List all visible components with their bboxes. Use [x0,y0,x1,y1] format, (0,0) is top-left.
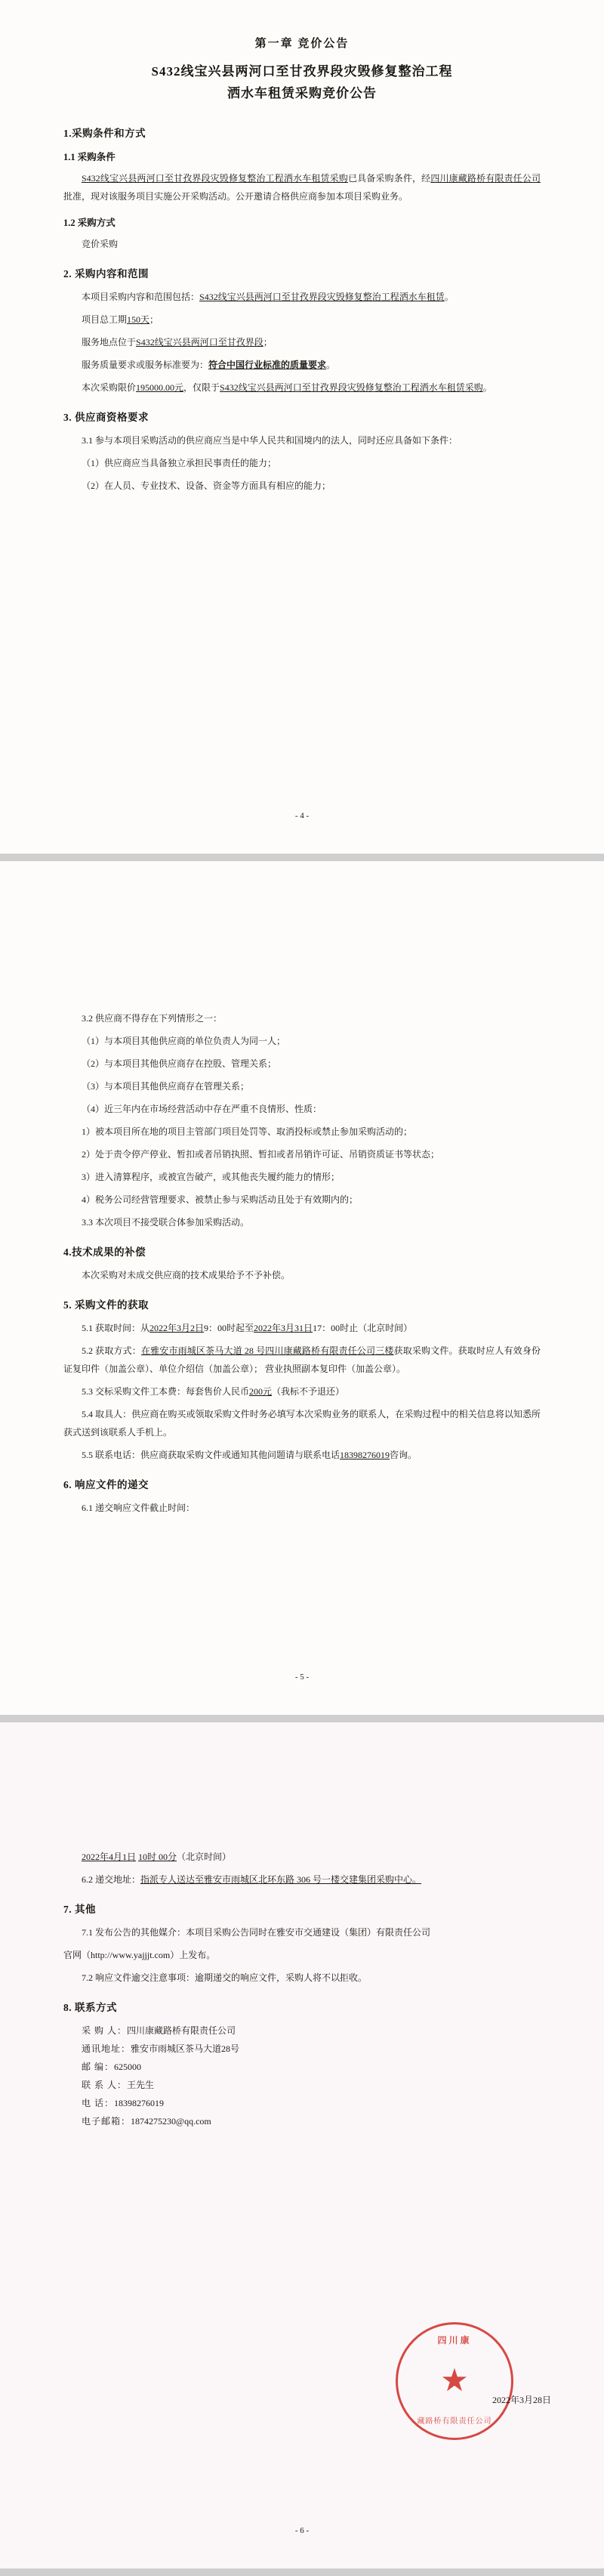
section-4-body: 本次采购对未成交供应商的技术成果给予不予补偿。 [82,1270,291,1280]
section-1-heading: 1.采购条件和方式 [63,127,146,139]
contact-value-address: 雅安市雨城区茶马大道28号 [131,2043,240,2054]
contact-label-purchaser: 采 购 人： [82,2025,128,2036]
acquire-time-label: 5.1 获取时间：从 [82,1323,150,1333]
section-7-1-url-line [63,1946,541,1964]
section-3-2-item-4-1: 1）被本项目所在地的项目主管部门项目处罚等、取消投标或禁止参加采购活动的； [82,1126,413,1137]
location-period: ； [263,336,273,347]
submission-deadline [63,1848,541,1866]
deadline-time: 10时 00分 [138,1852,177,1862]
section-4-heading: 4.技术成果的补偿 [63,1246,146,1258]
budget-label: 本次采购限价 [82,381,137,393]
contact-phone-suffix: 咨询。 [390,1450,418,1460]
page-title [63,61,541,105]
section-3-heading: 3. 供应商资格要求 [63,411,149,423]
budget-text-c: ，仅限于 [183,381,220,393]
contact-label-postcode: 邮 编： [82,2062,115,2072]
section-5-3 [63,1382,541,1401]
page-number-2: - 5 - [294,1673,310,1682]
section-2-location [63,333,541,351]
acquire-end-date: 2022年3月31日 [254,1323,313,1333]
contact-phone-value: 18398276019 [340,1450,390,1460]
section-5-4: 5.4 取具人：供应商在购买或领取采购文件时务必填写本次采购业务的联系人，在采购过程中的相关信息将以知悉所获式送到该联系人手机上。 [63,1409,541,1438]
scope-period: 。 [444,291,454,302]
section-2-quality [63,356,541,374]
budget-value: 195000.00元 [136,381,184,393]
section-2-heading: 2. 采购内容和范围 [63,267,149,280]
seal-bottom-text: 藏路桥有限责任公司 [417,2417,492,2426]
section-1-1-body [63,169,541,205]
contact-label-email: 电子邮箱： [82,2116,131,2127]
section-3-2-item-4-3: 3）进入清算程序，或被宣告破产，或其他丧失履约能力的情形； [82,1172,341,1182]
section-1-1-text-d: 批准，现对该服务项目实施公开采购活动。公开邀请合格供应商参加本项目采购业务。 [63,190,408,202]
project-name-inline: S432线宝兴县两河口至甘孜界段灾毁修复整治工程洒水车租赁采购 [82,172,348,184]
seal-top-text: 四川康 [437,2335,472,2346]
page-3-top-margin [63,1757,541,1848]
section-2-scope [63,288,541,306]
document-page-3 [0,1722,604,2568]
quality-period: 。 [326,359,336,370]
doc-fee-label: 5.3 交标采购文件工本费：每套售价人民币 [82,1386,250,1397]
star-icon: ★ [440,2364,469,2398]
section-7-heading: 7. 其他 [63,1904,96,1915]
section-3-1-item-1: （1）供应商应当具备独立承担民事责任的能力； [82,457,277,468]
scope-value: S432线宝兴县两河口至甘孜界段灾毁修复整治工程洒水车租赁 [199,291,445,302]
purchaser-inline: 四川康藏路桥有限责任公司 [430,172,541,184]
contact-label-address: 通讯地址： [82,2043,131,2054]
submission-address-label: 6.2 递交地址： [82,1874,141,1885]
acquire-start-date: 2022年3月2日 [149,1323,205,1333]
doc-fee-value: 200元 [249,1386,273,1397]
section-6-1: 6.1 递交响应文件截止时间： [82,1503,196,1513]
location-value: S432线宝兴县两河口至甘孜界段 [136,336,263,347]
section-3-2-intro: 3.2 供应商不得存在下列情形之一： [82,1013,223,1024]
acquire-method-label: 5.2 获取方式： [82,1345,141,1356]
section-7-2: 7.2 响应文件逾交注意事项：逾期递交的响应文件，采购人将不以拒收。 [82,1972,368,1983]
section-1-2-body: 竞价采购 [82,238,119,249]
quality-value: 符合中国行业标准的质量要求 [208,359,327,370]
scope-label: 本项目采购内容和范围包括： [82,291,200,302]
section-3-2-item-4-4: 4）税务公司经营管理要求、被禁止参与采购活动且处于有效期内的； [82,1194,359,1205]
section-3-3: 3.3 本次项目不接受联合体参加采购活动。 [82,1217,250,1228]
acquire-method-text: 获取采购文件。获取时应人有效身份证复印件（加盖公章）、单位介绍信（加盖公章）； 营业执照副本复印件（加盖公章）。 [63,1345,541,1374]
contact-value-purchaser: 四川康藏路桥有限责任公司 [127,2025,236,2036]
section-7-1 [63,1923,541,1941]
section-5-heading: 5. 采购文件的获取 [63,1299,149,1311]
media-text: 7.1 发布公告的其他媒介：本项目采购公告同时在雅安市交通建设（集团）有限责任公司 [82,1927,431,1938]
contact-row-postcode [63,2058,541,2076]
contact-value-email: 1874275230@qq.com [131,2116,211,2127]
quality-label: 服务质量要求或服务标准要为： [82,359,209,370]
location-label: 服务地点位于 [82,336,137,347]
duration-label: 项目总工期 [82,314,128,325]
acquire-address: 在雅安市雨城区茶马大道 28 号四川康藏路桥有限责任公司三楼 [140,1345,394,1356]
duration-value: 150天 [127,314,150,325]
deadline-date: 2022年4月1日 [82,1852,137,1862]
contact-row-email [63,2112,541,2130]
section-5-2 [63,1342,541,1378]
contact-row-purchaser [63,2022,541,2040]
contact-row-address [63,2040,541,2058]
section-3-1: 3.1 参与本项目采购活动的供应商应当是中华人民共和国境内的法人，同时还应具备如下条件： [82,434,458,446]
contact-value-phone: 18398276019 [114,2098,165,2108]
contact-label-person: 联 系 人： [82,2080,128,2090]
page-number-3: - 6 - [294,2526,310,2535]
page-number-1: - 4 - [294,811,310,820]
section-1-2-heading: 1.2 采购方式 [63,217,116,228]
acquire-start-time: 9：00时起至 [204,1323,254,1333]
document-page-1 [0,0,604,854]
doc-fee-note: （我标不予退还） [272,1386,345,1397]
contact-value-postcode: 625000 [114,2062,142,2072]
section-1-1-text-b: 已具备采购条件，经 [347,172,431,184]
budget-project: S432线宝兴县两河口至甘孜界段灾毁修复整治工程洒水车租赁采购 [220,381,483,393]
official-seal-stamp [396,2322,513,2440]
section-3-2-item-3: （3）与本项目其他供应商存在管理关系； [82,1081,250,1092]
contact-row-phone [63,2094,541,2112]
contact-phone-label: 5.5 联系电话：供应商获取采购文件或通知其他问题请与联系电话 [82,1450,341,1460]
signature-date: 2022年3月28日 [492,2395,551,2405]
section-3-2-item-4-2: 2）处于责令停产停业、暂扣或者吊销执照、暂扣或者吊销许可证、吊销资质证书等状态； [82,1149,440,1160]
document-page-2 [0,861,604,1715]
section-2-duration [63,310,541,329]
deadline-tz: （北京时间） [177,1852,232,1862]
section-5-5 [63,1446,541,1464]
duration-period: ； [149,314,159,325]
section-3-2-item-1: （1）与本项目其他供应商的单位负责人为同一人； [82,1036,286,1046]
page-title-line-1: S432线宝兴县两河口至甘孜界段灾毁修复整治工程 [151,64,453,79]
official-website: 官网（http://www.yajjjt.com）上发布。 [63,1950,216,1960]
section-3-1-item-2: （2）在人员、专业技术、设备、资金等方面具有相应的能力； [82,480,331,491]
section-1-1-heading: 1.1 采购条件 [63,151,116,162]
chapter-heading: 第一章 竞价公告 [254,38,350,50]
section-6-heading: 6. 响应文件的递交 [63,1479,149,1490]
budget-period: 。 [482,381,492,393]
submission-address-value: 指派专人送达至雅安市雨城区北环东路 306 号一楼交建集团采购中心。 [140,1874,422,1885]
section-6-2 [63,1870,541,1889]
page-title-line-2: 洒水车租赁采购竞价公告 [227,85,377,100]
contact-label-phone: 电 话： [82,2098,115,2108]
section-3-2-item-4: （4）近三年内在市场经营活动中存在严重不良情形、性质： [82,1104,322,1114]
section-5-1 [63,1319,541,1337]
page-2-top-margin [63,896,541,1009]
section-8-heading: 8. 联系方式 [63,2002,117,2013]
acquire-end-time: 17：00时止（北京时间） [313,1323,413,1333]
contact-value-person: 王先生 [127,2080,155,2090]
section-2-budget [63,378,541,397]
section-3-2-item-2: （2）与本项目其他供应商存在控股、管理关系； [82,1058,277,1069]
contact-row-person [63,2076,541,2094]
